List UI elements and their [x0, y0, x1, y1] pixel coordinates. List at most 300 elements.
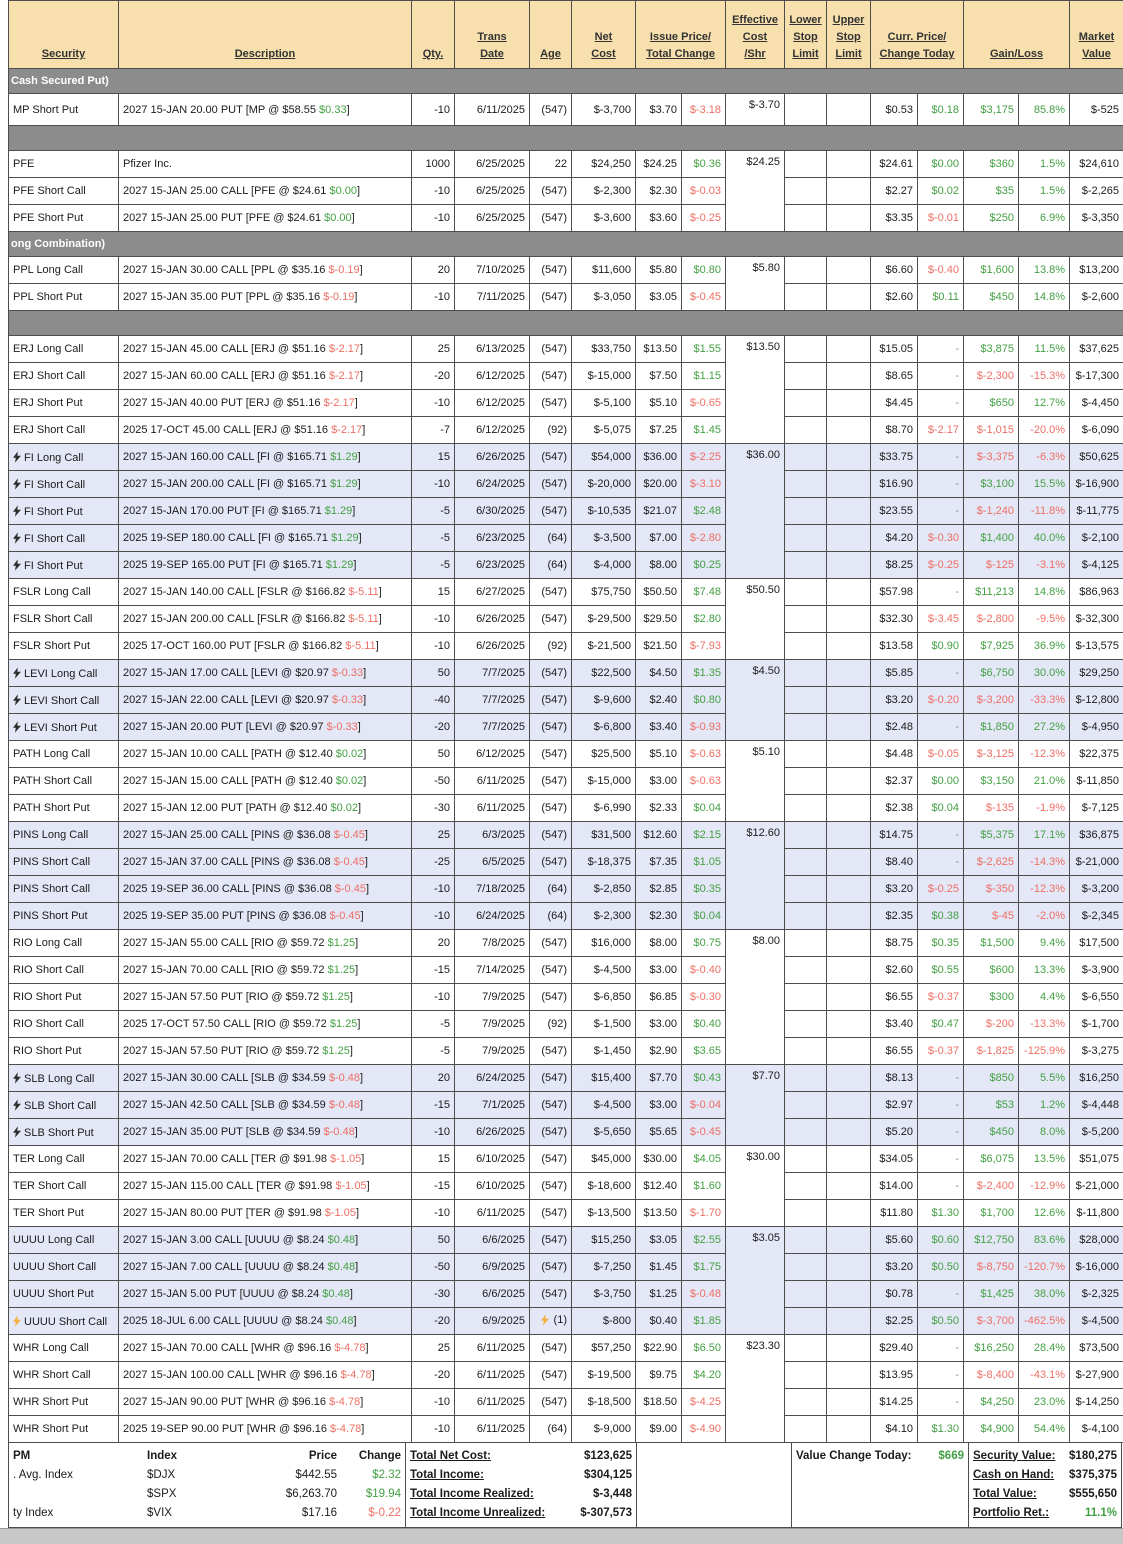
market-indexes-panel [9, 1443, 405, 1527]
cell-gain-loss-pct: 13.3% [1019, 957, 1070, 984]
cell-change-today: - [918, 1146, 964, 1173]
cell-market-value: $-11,775 [1070, 498, 1123, 525]
position-row [9, 768, 1123, 795]
position-row [9, 1200, 1123, 1227]
cell-issue-price: $21.07 [636, 498, 682, 525]
cell-change-today: - [918, 822, 964, 849]
cell-trans-date: 7/1/2025 [455, 1092, 530, 1119]
underlying-change: $-2.17 [329, 343, 360, 355]
cell-lower-stop-limit [785, 205, 827, 232]
cell-issue-price: $50.50 [636, 579, 682, 606]
cell-security: FSLR Short Put [9, 633, 119, 660]
cell-issue-price: $30.00 [636, 1146, 682, 1173]
cell-total-change: $4.05 [682, 1146, 726, 1173]
underlying-change: $-0.48 [324, 1126, 355, 1138]
cell-net-cost: $-15,000 [572, 363, 636, 390]
cell-net-cost: $-3,750 [572, 1281, 636, 1308]
cell-gain-loss-pct: -6.3% [1019, 444, 1070, 471]
cell-net-cost: $-29,500 [572, 606, 636, 633]
cell-curr-price: $2.37 [871, 768, 918, 795]
cell-total-change: $-3.18 [682, 94, 726, 126]
cell-curr-price: $0.78 [871, 1281, 918, 1308]
underlying-change: $-0.33 [327, 721, 358, 733]
cell-security: PFE Short Put [9, 205, 119, 232]
cell-security: RIO Short Put [9, 984, 119, 1011]
cell-change-today: $0.02 [918, 178, 964, 205]
cell-description: 2025 19-SEP 90.00 PUT [WHR @ $96.16 $-4.78] [119, 1416, 412, 1443]
cell-security: SLB Long Call [9, 1065, 119, 1092]
cell-description: 2027 15-JAN 170.00 PUT [FI @ $165.71 $1.29] [119, 498, 412, 525]
cell-curr-price: $6.55 [871, 984, 918, 1011]
cell-curr-price: $8.13 [871, 1065, 918, 1092]
cell-age: (547) [530, 1389, 572, 1416]
cell-market-value: $-21,000 [1070, 849, 1123, 876]
cell-qty: -15 [412, 1092, 455, 1119]
cell-security: ERJ Long Call [9, 336, 119, 363]
cell-market-value: $-12,800 [1070, 687, 1123, 714]
cell-trans-date: 6/10/2025 [455, 1173, 530, 1200]
cell-curr-price: $0.53 [871, 94, 918, 126]
cell-net-cost: $-18,375 [572, 849, 636, 876]
cell-gain-loss: $6,750 [964, 660, 1019, 687]
cell-curr-price: $2.60 [871, 284, 918, 311]
cell-qty: -10 [412, 390, 455, 417]
total-income-value: $304,125 [584, 1469, 632, 1481]
cell-total-change: $-0.45 [682, 1119, 726, 1146]
lightning-icon [13, 667, 21, 679]
cell-total-change: $-0.25 [682, 205, 726, 232]
footer-spacer [636, 1443, 791, 1527]
cell-description: 2027 15-JAN 15.00 CALL [PATH @ $12.40 $0.02] [119, 768, 412, 795]
col-header-issue-price-total-change[interactable]: Issue Price/ Total Change [636, 1, 726, 69]
cell-description: 2027 15-JAN 17.00 CALL [LEVI @ $20.97 $-0.33] [119, 660, 412, 687]
cell-net-cost: $-6,800 [572, 714, 636, 741]
cell-curr-price: $4.48 [871, 741, 918, 768]
cell-gain-loss: $4,250 [964, 1389, 1019, 1416]
cell-total-change: $0.04 [682, 903, 726, 930]
col-header-qty[interactable]: Qty. [412, 1, 455, 69]
cell-change-today: $-0.30 [918, 525, 964, 552]
cell-market-value: $-6,090 [1070, 417, 1123, 444]
cell-market-value: $86,963 [1070, 579, 1123, 606]
cell-qty: -5 [412, 1011, 455, 1038]
col-header-trans-date[interactable]: Trans Date [455, 1, 530, 69]
cell-upper-stop-limit [827, 94, 871, 126]
cell-issue-price: $12.60 [636, 822, 682, 849]
cell-upper-stop-limit [827, 390, 871, 417]
cell-issue-price: $18.50 [636, 1389, 682, 1416]
cell-security: FI Short Put [9, 552, 119, 579]
cell-net-cost: $-10,535 [572, 498, 636, 525]
cell-security: PPL Long Call [9, 257, 119, 284]
cell-security: RIO Short Call [9, 1011, 119, 1038]
cell-total-change: $-7.93 [682, 633, 726, 660]
underlying-change: $-0.45 [329, 910, 360, 922]
cell-gain-loss: $-45 [964, 903, 1019, 930]
cell-net-cost: $16,000 [572, 930, 636, 957]
cell-curr-price: $14.25 [871, 1389, 918, 1416]
underlying-change: $-4.78 [340, 1369, 371, 1381]
col-header-upper-stop-limit[interactable]: Upper Stop Limit [827, 1, 871, 69]
total-income[interactable]: Total Income: [410, 1469, 584, 1481]
cell-trans-date: 6/12/2025 [455, 741, 530, 768]
cell-trans-date: 6/10/2025 [455, 1146, 530, 1173]
cell-upper-stop-limit [827, 1173, 871, 1200]
cell-trans-date: 6/30/2025 [455, 498, 530, 525]
cell-net-cost: $-1,500 [572, 1011, 636, 1038]
account-total-row [973, 1465, 1117, 1484]
cell-security: PINS Short Call [9, 849, 119, 876]
cell-market-value: $-4,100 [1070, 1416, 1123, 1443]
income-total-row [410, 1503, 632, 1522]
underlying-change: $0.48 [328, 1234, 356, 1246]
cell-qty: 20 [412, 257, 455, 284]
cell-issue-price: $7.35 [636, 849, 682, 876]
cell-effective-cost: $4.50 [726, 660, 785, 741]
cell-net-cost: $-13,500 [572, 1200, 636, 1227]
position-row [9, 498, 1123, 525]
cell-qty: -10 [412, 606, 455, 633]
cell-age: (547) [530, 1065, 572, 1092]
cell-qty: 25 [412, 822, 455, 849]
col-header-curr-price-change-today[interactable]: Curr. Price/ Change Today [871, 1, 964, 69]
col-header-market-value[interactable]: Market Value [1070, 1, 1123, 69]
underlying-change: $-5.11 [348, 586, 378, 598]
cell-gain-loss-pct: -9.5% [1019, 606, 1070, 633]
cell-change-today: $-0.37 [918, 984, 964, 1011]
total-net-cost[interactable]: Total Net Cost: [410, 1450, 584, 1462]
cell-issue-price: $3.60 [636, 205, 682, 232]
cell-total-change: $1.75 [682, 1254, 726, 1281]
position-row [9, 525, 1123, 552]
underlying-change: $-4.78 [334, 1342, 365, 1354]
cell-curr-price: $3.20 [871, 876, 918, 903]
cell-description: 2027 15-JAN 22.00 CALL [LEVI @ $20.97 $-0.33] [119, 687, 412, 714]
cell-upper-stop-limit [827, 1308, 871, 1335]
cell-market-value: $16,250 [1070, 1065, 1123, 1092]
position-row [9, 714, 1123, 741]
cell-issue-price: $4.50 [636, 660, 682, 687]
cell-net-cost: $15,400 [572, 1065, 636, 1092]
cell-issue-price: $20.00 [636, 471, 682, 498]
cell-net-cost: $-21,500 [572, 633, 636, 660]
position-row [9, 205, 1123, 232]
underlying-change: $0.00 [329, 185, 357, 197]
cell-qty: -10 [412, 633, 455, 660]
cell-gain-loss-pct: 9.4% [1019, 930, 1070, 957]
cell-change-today: $0.90 [918, 633, 964, 660]
cell-issue-price: $2.33 [636, 795, 682, 822]
cell-gain-loss: $-200 [964, 1011, 1019, 1038]
cell-upper-stop-limit [827, 284, 871, 311]
cell-lower-stop-limit [785, 687, 827, 714]
cell-change-today: - [918, 1173, 964, 1200]
cell-net-cost: $-2,850 [572, 876, 636, 903]
cell-total-change: $-4.90 [682, 1416, 726, 1443]
cell-description: 2027 15-JAN 7.00 CALL [UUUU @ $8.24 $0.48] [119, 1254, 412, 1281]
cell-effective-cost: $24.25 [726, 151, 785, 232]
col-header-age[interactable]: Age [530, 1, 572, 69]
lightning-icon [541, 1314, 549, 1326]
cell-upper-stop-limit [827, 1416, 871, 1443]
cell-age: (547) [530, 1038, 572, 1065]
cell-lower-stop-limit [785, 1011, 827, 1038]
total-value[interactable]: Total Value: [973, 1488, 1069, 1500]
cell-market-value: $-3,350 [1070, 205, 1123, 232]
cell-qty: -5 [412, 552, 455, 579]
lightning-icon [13, 694, 21, 706]
cell-issue-price: $12.40 [636, 1173, 682, 1200]
value-change-value: $669 [938, 1450, 964, 1462]
cell-lower-stop-limit [785, 1362, 827, 1389]
cell-market-value: $-525 [1070, 94, 1123, 126]
cell-market-value: $28,000 [1070, 1227, 1123, 1254]
cell-lower-stop-limit [785, 284, 827, 311]
cell-upper-stop-limit [827, 1254, 871, 1281]
cell-security: RIO Short Call [9, 957, 119, 984]
cell-change-today: $-0.25 [918, 876, 964, 903]
lightning-icon [13, 505, 21, 517]
cell-age: (547) [530, 257, 572, 284]
cell-issue-price: $7.00 [636, 525, 682, 552]
cell-upper-stop-limit [827, 1335, 871, 1362]
cell-security: SLB Short Call [9, 1092, 119, 1119]
cell-upper-stop-limit [827, 660, 871, 687]
total-income-realized[interactable]: Total Income Realized: [410, 1488, 593, 1500]
cell-upper-stop-limit [827, 1227, 871, 1254]
cell-description: 2027 15-JAN 45.00 CALL [ERJ @ $51.16 $-2.17] [119, 336, 412, 363]
cell-total-change: $-0.03 [682, 178, 726, 205]
cash-on-hand[interactable]: Cash on Hand: [973, 1469, 1069, 1481]
cell-description: 2027 15-JAN 200.00 CALL [FI @ $165.71 $1.29] [119, 471, 412, 498]
cell-net-cost: $-4,500 [572, 1092, 636, 1119]
cell-lower-stop-limit [785, 1254, 827, 1281]
cell-curr-price: $2.97 [871, 1092, 918, 1119]
cell-net-cost: $-20,000 [572, 471, 636, 498]
cell-trans-date: 7/10/2025 [455, 257, 530, 284]
cell-net-cost: $-9,600 [572, 687, 636, 714]
col-header-net-cost[interactable]: Net Cost [572, 1, 636, 69]
cell-gain-loss: $-3,200 [964, 687, 1019, 714]
cell-upper-stop-limit [827, 606, 871, 633]
cell-total-change: $1.45 [682, 417, 726, 444]
cell-change-today: - [918, 1281, 964, 1308]
underlying-change: $1.29 [330, 478, 358, 490]
cell-upper-stop-limit [827, 930, 871, 957]
cell-total-change: $-0.63 [682, 768, 726, 795]
cell-gain-loss-pct: -120.7% [1019, 1254, 1070, 1281]
cell-age: (547) [530, 498, 572, 525]
cell-qty: 50 [412, 741, 455, 768]
col-header-lower-stop-limit[interactable]: Lower Stop Limit [785, 1, 827, 69]
security-value[interactable]: Security Value: [973, 1450, 1069, 1462]
cell-age: (547) [530, 1281, 572, 1308]
cell-net-cost: $57,250 [572, 1335, 636, 1362]
value-change-panel [791, 1443, 968, 1527]
cell-change-today: $0.38 [918, 903, 964, 930]
cell-total-change: $-3.10 [682, 471, 726, 498]
cell-security: TER Short Put [9, 1200, 119, 1227]
cell-security: SLB Short Put [9, 1119, 119, 1146]
cell-trans-date: 6/3/2025 [455, 822, 530, 849]
position-row [9, 876, 1123, 903]
cell-upper-stop-limit [827, 579, 871, 606]
cell-change-today: $-0.05 [918, 741, 964, 768]
col-header-effective-cost-shr[interactable]: Effective Cost /Shr [726, 1, 785, 69]
cell-description: 2025 19-SEP 165.00 PUT [FI @ $165.71 $1.29] [119, 552, 412, 579]
cell-gain-loss: $-125 [964, 552, 1019, 579]
position-row [9, 687, 1123, 714]
cell-trans-date: 6/26/2025 [455, 633, 530, 660]
cell-description: 2027 15-JAN 57.50 PUT [RIO @ $59.72 $1.25] [119, 1038, 412, 1065]
cell-market-value: $29,250 [1070, 660, 1123, 687]
cell-trans-date: 6/23/2025 [455, 525, 530, 552]
cell-upper-stop-limit [827, 876, 871, 903]
cell-change-today: $0.04 [918, 795, 964, 822]
cell-age: (547) [530, 606, 572, 633]
cell-gain-loss-pct: -14.3% [1019, 849, 1070, 876]
cell-net-cost: $-4,500 [572, 957, 636, 984]
cell-upper-stop-limit [827, 498, 871, 525]
total-income-unrealized[interactable]: Total Income Unrealized: [410, 1507, 580, 1519]
cell-description: 2027 15-JAN 5.00 PUT [UUUU @ $8.24 $0.48] [119, 1281, 412, 1308]
cell-gain-loss: $-1,015 [964, 417, 1019, 444]
cell-qty: -20 [412, 714, 455, 741]
underlying-change: $-5.11 [348, 613, 378, 625]
cell-market-value: $-21,000 [1070, 1173, 1123, 1200]
position-row [9, 1011, 1123, 1038]
cell-total-change: $0.43 [682, 1065, 726, 1092]
cell-curr-price: $13.58 [871, 633, 918, 660]
cell-upper-stop-limit [827, 903, 871, 930]
cell-market-value: $50,625 [1070, 444, 1123, 471]
cell-trans-date: 7/9/2025 [455, 1011, 530, 1038]
cell-lower-stop-limit [785, 579, 827, 606]
cell-change-today: $-0.20 [918, 687, 964, 714]
cell-gain-loss-pct: 21.0% [1019, 768, 1070, 795]
cell-gain-loss-pct: 36.9% [1019, 633, 1070, 660]
cell-age: (547) [530, 1092, 572, 1119]
cell-gain-loss-pct: 40.0% [1019, 525, 1070, 552]
cell-security: RIO Long Call [9, 930, 119, 957]
cell-security: WHR Short Call [9, 1362, 119, 1389]
cell-gain-loss: $600 [964, 957, 1019, 984]
position-row [9, 444, 1123, 471]
cell-lower-stop-limit [785, 1335, 827, 1362]
cell-description: 2027 15-JAN 100.00 CALL [WHR @ $96.16 $-4.78] [119, 1362, 412, 1389]
cell-security: RIO Short Put [9, 1038, 119, 1065]
underlying-change: $0.02 [336, 775, 364, 787]
cell-net-cost: $45,000 [572, 1146, 636, 1173]
cell-upper-stop-limit [827, 1038, 871, 1065]
cell-trans-date: 7/18/2025 [455, 876, 530, 903]
cell-trans-date: 6/9/2025 [455, 1254, 530, 1281]
cell-curr-price: $3.20 [871, 687, 918, 714]
cell-age: 22 [530, 151, 572, 178]
cell-issue-price: $5.10 [636, 390, 682, 417]
cell-market-value: $-5,200 [1070, 1119, 1123, 1146]
underlying-change: $1.25 [322, 1045, 350, 1057]
cell-issue-price: $3.00 [636, 1092, 682, 1119]
market-header-row: PM Index Price Change [13, 1446, 401, 1465]
cell-upper-stop-limit [827, 151, 871, 178]
cell-net-cost: $-3,700 [572, 94, 636, 126]
cell-age: (92) [530, 417, 572, 444]
col-header-gain-loss[interactable]: Gain/Loss [964, 1, 1070, 69]
cell-total-change: $7.48 [682, 579, 726, 606]
cell-net-cost: $-5,100 [572, 390, 636, 417]
positions-table [8, 0, 1123, 1443]
cell-security: FI Short Call [9, 525, 119, 552]
cell-curr-price: $2.25 [871, 1308, 918, 1335]
market-index-row: . Avg. Index $DJX $442.55 $2.32 [13, 1465, 401, 1484]
underlying-change: $-1.05 [335, 1180, 366, 1192]
cell-lower-stop-limit [785, 768, 827, 795]
cell-trans-date: 6/25/2025 [455, 178, 530, 205]
cell-total-change: $-0.65 [682, 390, 726, 417]
cell-net-cost: $-18,500 [572, 1389, 636, 1416]
cell-market-value: $17,500 [1070, 930, 1123, 957]
position-row [9, 552, 1123, 579]
cell-market-value: $13,200 [1070, 257, 1123, 284]
cell-total-change: $6.50 [682, 1335, 726, 1362]
cell-total-change: $0.80 [682, 687, 726, 714]
cell-gain-loss: $650 [964, 390, 1019, 417]
col-header-description[interactable]: Description [119, 1, 412, 69]
cell-trans-date: 7/7/2025 [455, 660, 530, 687]
col-header-security[interactable]: Security [9, 1, 119, 69]
underlying-change: $-2.17 [324, 397, 355, 409]
cell-curr-price: $14.75 [871, 822, 918, 849]
cell-security: TER Long Call [9, 1146, 119, 1173]
cell-lower-stop-limit [785, 257, 827, 284]
cell-qty: -10 [412, 1416, 455, 1443]
cell-qty: -10 [412, 1389, 455, 1416]
cell-description: 2027 15-JAN 57.50 PUT [RIO @ $59.72 $1.25] [119, 984, 412, 1011]
cell-description: 2025 19-SEP 36.00 CALL [PINS @ $36.08 $-0.45] [119, 876, 412, 903]
cell-gain-loss-pct: 15.5% [1019, 471, 1070, 498]
cell-total-change: $-0.48 [682, 1281, 726, 1308]
cell-description: 2027 15-JAN 42.50 CALL [SLB @ $34.59 $-0.48] [119, 1092, 412, 1119]
cell-upper-stop-limit [827, 525, 871, 552]
cell-market-value: $-13,575 [1070, 633, 1123, 660]
cell-upper-stop-limit [827, 984, 871, 1011]
underlying-change: $-0.45 [334, 856, 365, 868]
cell-upper-stop-limit [827, 444, 871, 471]
cell-trans-date: 7/9/2025 [455, 1038, 530, 1065]
cell-age: (64) [530, 1416, 572, 1443]
cell-lower-stop-limit [785, 876, 827, 903]
cell-change-today: $1.30 [918, 1200, 964, 1227]
cell-net-cost: $-18,600 [572, 1173, 636, 1200]
cell-trans-date: 6/25/2025 [455, 205, 530, 232]
cell-trans-date: 7/11/2025 [455, 284, 530, 311]
cell-gain-loss: $3,100 [964, 471, 1019, 498]
cell-qty: -10 [412, 984, 455, 1011]
cell-gain-loss: $450 [964, 284, 1019, 311]
cell-qty: -10 [412, 284, 455, 311]
portfolio-ret[interactable]: Portfolio Ret.: [973, 1507, 1085, 1519]
cell-qty: -10 [412, 178, 455, 205]
lightning-icon [13, 478, 21, 490]
cell-security: UUUU Short Call [9, 1254, 119, 1281]
position-row [9, 579, 1123, 606]
cell-effective-cost: $-3.70 [726, 94, 785, 126]
lightning-icon [13, 1126, 21, 1138]
position-row [9, 1146, 1123, 1173]
cell-issue-price: $13.50 [636, 336, 682, 363]
cell-curr-price: $5.20 [871, 1119, 918, 1146]
